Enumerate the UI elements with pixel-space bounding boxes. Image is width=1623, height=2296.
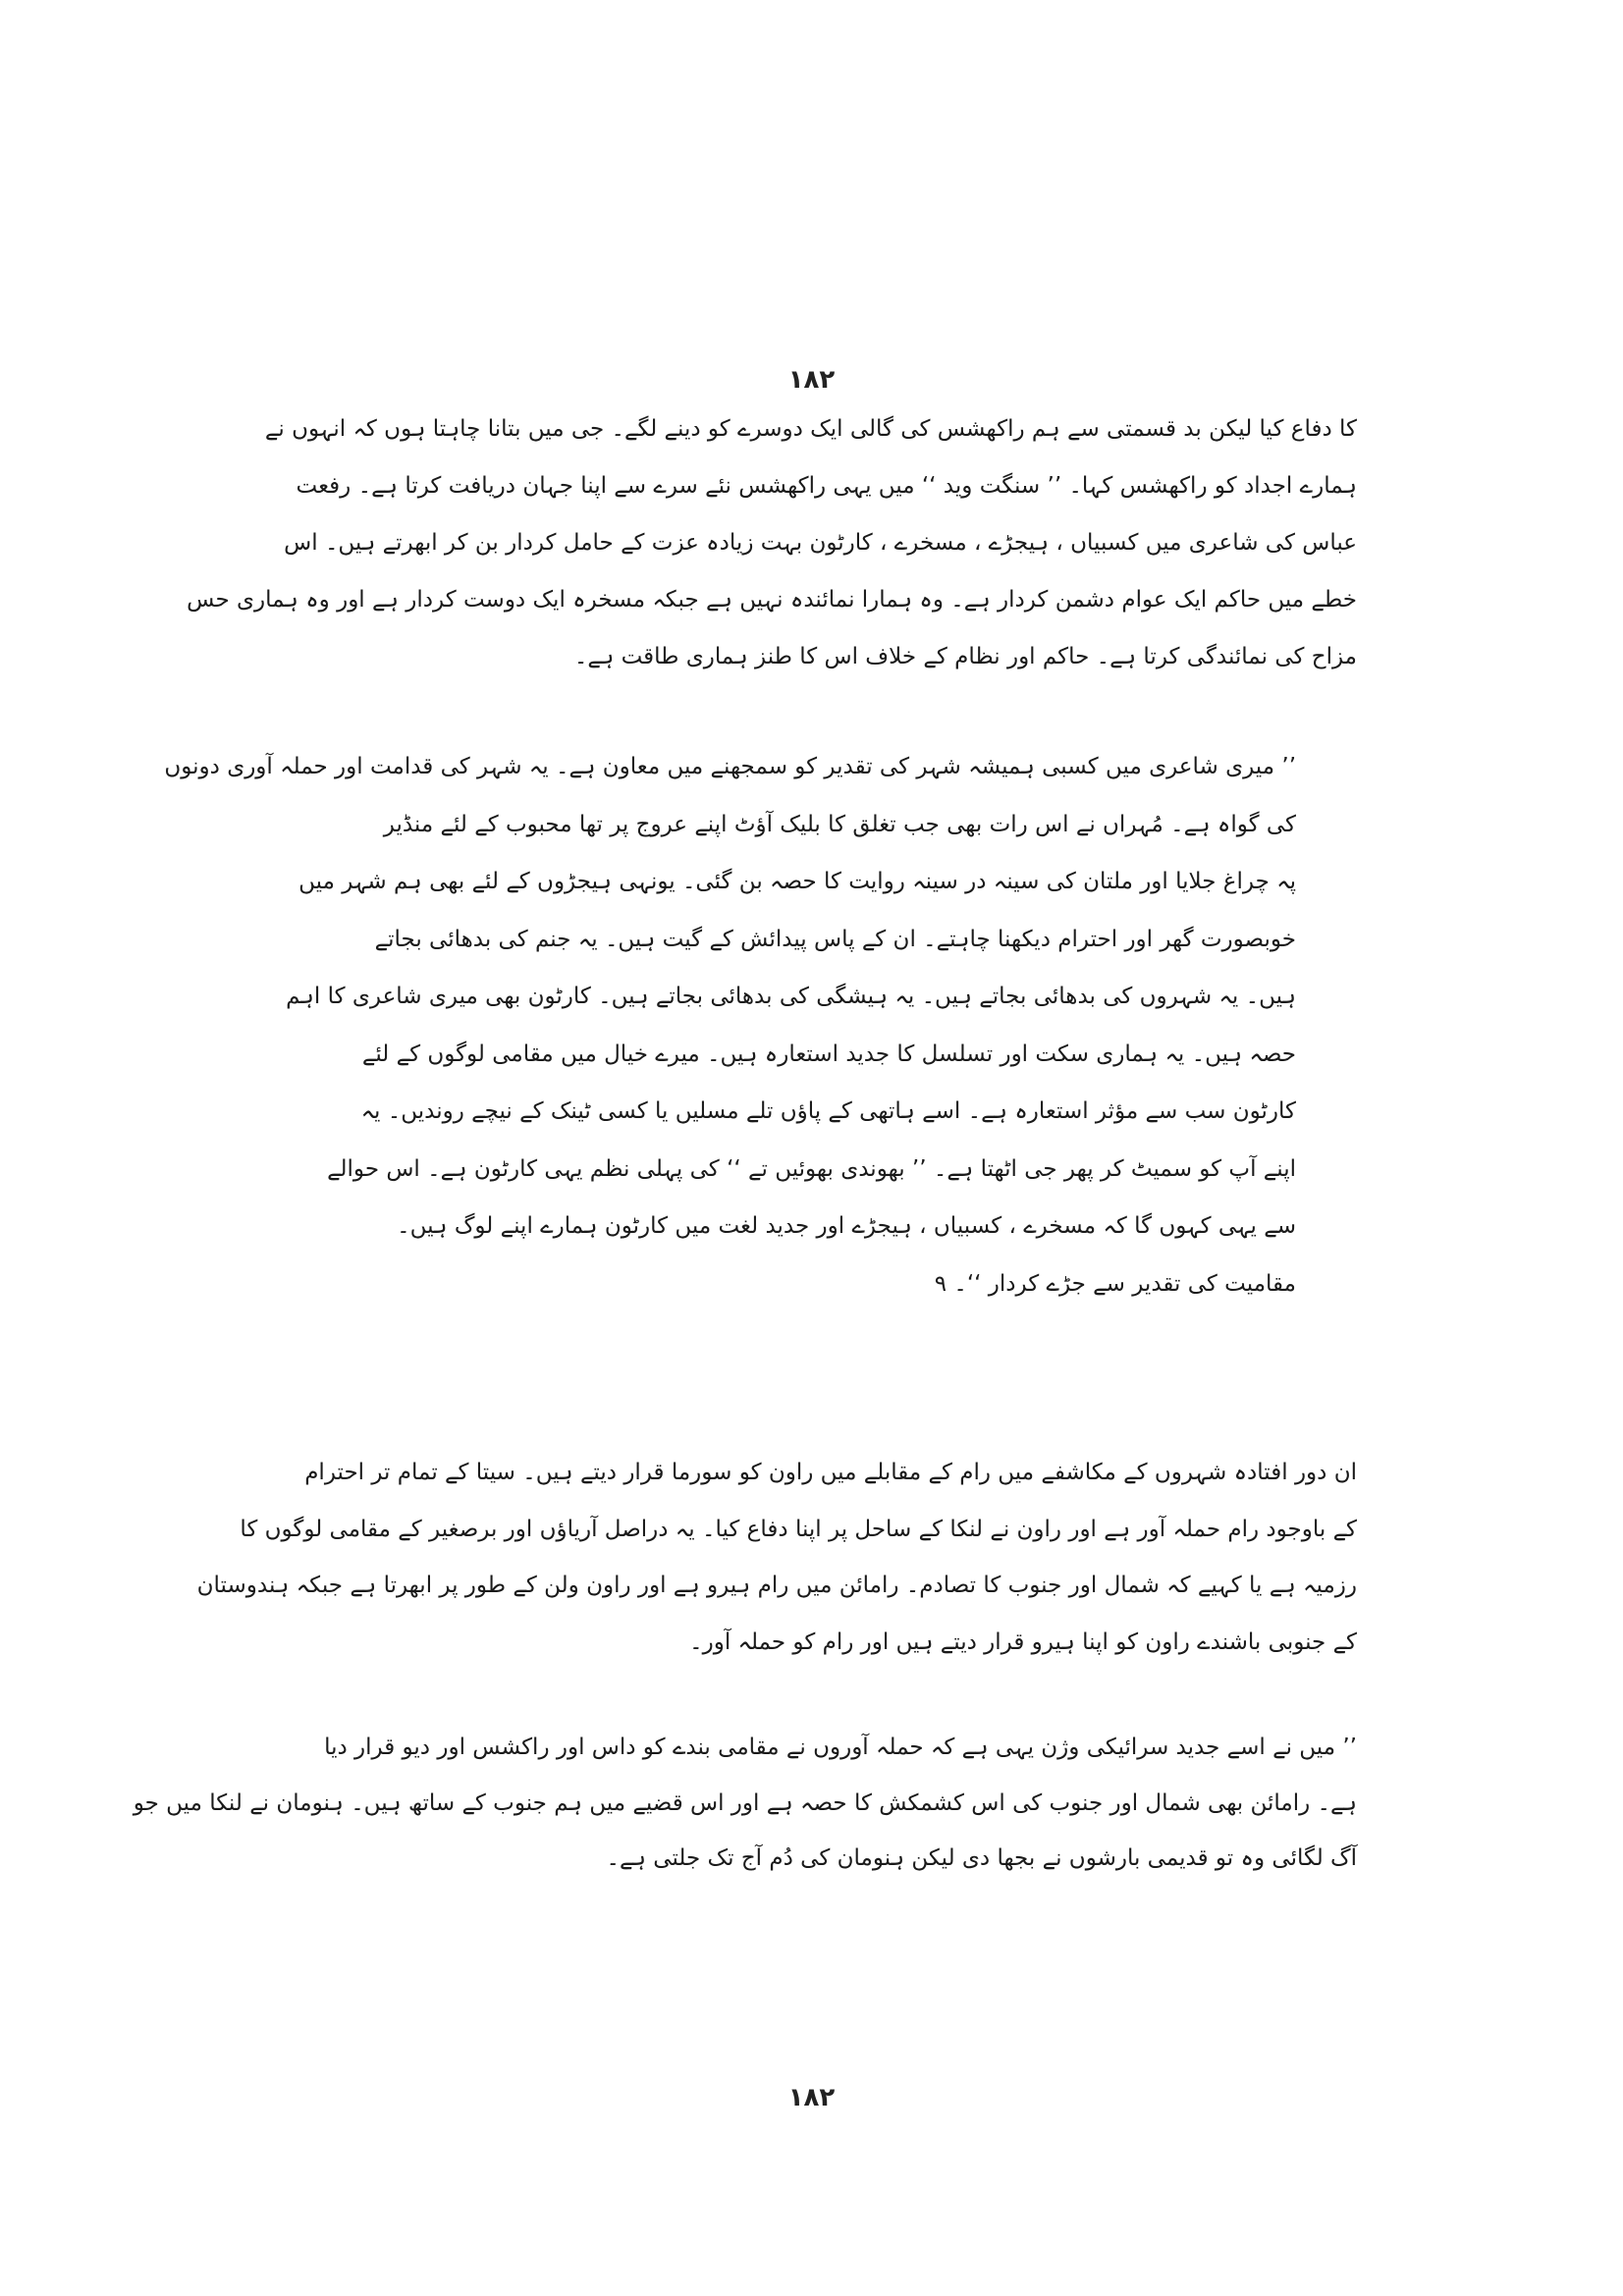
paragraph-line: رزمیہ ہے یا کہیے کہ شمال اور جنوب کا تصادم۔ رامائن میں رام ہیرو ہے اور راون ولن کے طور پر ابھرتا ہے جبکہ ہندوستان bbox=[196, 1573, 1357, 1598]
quote-line: آگ لگائی وہ تو قدیمی بارشوں نے بجھا دی لیکن ہنومان کی دُم آج تک جلتی ہے۔ bbox=[606, 1845, 1357, 1871]
quote-line: پہ چراغ جلایا اور ملتان کی سینہ در سینہ روایت کا حصہ بن گئی۔ یونہی ہیجڑوں کے لئے بھی ہم شہر میں bbox=[298, 869, 1296, 894]
paragraph-line: خطے میں حاکم ایک عوام دشمن کردار ہے۔ وہ ہمارا نمائندہ نہیں ہے جبکہ مسخرہ ایک دوست کردار ہے اور وہ ہماری حس bbox=[187, 587, 1357, 613]
quote-line: کارٹون سب سے مؤثر استعارہ ہے۔ اسے ہاتھی کے پاؤں تلے مسلیں یا کسی ٹینک کے نیچے روندیں۔ یہ bbox=[360, 1098, 1296, 1124]
paragraph-line: ان دور افتادہ شہروں کے مکاشفے میں رام کے مقابلے میں راون کو سورما قرار دیتے ہیں۔ سیتا کے تمام تر احترام bbox=[304, 1460, 1357, 1485]
block-quote-1 bbox=[164, 738, 1296, 1312]
paragraph-2 bbox=[196, 1445, 1357, 1671]
paragraph-line: کا دفاع کیا لیکن بد قسمتی سے ہم راکھشس کی گالی ایک دوسرے کو دینے لگے۔ جی میں بتانا چاہتا ہوں کہ انہوں نے bbox=[264, 416, 1357, 442]
quote-line: خوبصورت گھر اور احترام دیکھنا چاہتے۔ ان کے پاس پیدائش کے گیت ہیں۔ یہ جنم کی بدھائی بجاتے bbox=[374, 926, 1296, 952]
quote-line: ہیں۔ یہ شہروں کی بدھائی بجاتے ہیں۔ یہ ہیشگی کی بدھائی بجاتے ہیں۔ کارٹون بھی میری شاعری کا اہم bbox=[286, 984, 1296, 1009]
paragraph-line: کے جنوبی باشندے راون کو اپنا ہیرو قرار دیتے ہیں اور رام کو حملہ آور۔ bbox=[689, 1629, 1357, 1655]
quote-line: اپنے آپ کو سمیٹ کر پھر جی اٹھتا ہے۔ ’’ بھوندی بھوئیں تے ‘‘ کی پہلی نظم یہی کارٹون ہے۔ اس حوالے bbox=[327, 1155, 1296, 1182]
paragraph-line: عباس کی شاعری میں کسبیاں ، ہیجڑے ، مسخرے ، کارٹون بہت زیادہ عزت کے حامل کردار بن کر ابھرتے ہیں۔ اس bbox=[284, 530, 1357, 556]
quote-line: مقامیت کی تقدیر سے جڑے کردار ‘‘۔ ۹ bbox=[934, 1270, 1296, 1297]
paragraph-line: مزاح کی نمائندگی کرتا ہے۔ حاکم اور نظام کے خلاف اس کا طنز ہماری طاقت ہے۔ bbox=[573, 644, 1357, 669]
page-number-top: ۱۸۲ bbox=[787, 365, 836, 395]
paragraph-1 bbox=[187, 400, 1357, 685]
page-number-bottom: ۱۸۲ bbox=[787, 2083, 836, 2112]
block-quote-2 bbox=[133, 1720, 1357, 1887]
quote-line: ’’ میری شاعری میں کسبی ہمیشہ شہر کی تقدیر کو سمجھنے میں معاون ہے۔ یہ شہر کی قدامت اور حملہ آوری دونوں bbox=[164, 754, 1296, 779]
paragraph-line: ہمارے اجداد کو راکھشس کہا۔ ’’ سنگت وید ‘‘ میں یہی راکھشس نئے سرے سے اپنا جہان دریافت کرتا ہے۔ رفعت bbox=[296, 473, 1357, 499]
quote-line: حصہ ہیں۔ یہ ہماری سکت اور تسلسل کا جدید استعارہ ہیں۔ میرے خیال میں مقامی لوگوں کے لئے bbox=[361, 1041, 1296, 1067]
quote-line: ہے۔ رامائن بھی شمال اور جنوب کی اس کشمکش کا حصہ ہے اور اس قضیے میں ہم جنوب کے ساتھ ہیں۔ ہنومان نے لنکا میں جو bbox=[133, 1789, 1357, 1816]
quote-line: کی گواہ ہے۔ مُہراں نے اس رات بھی جب تغلق کا بلیک آؤٹ اپنے عروج پر تھا محبوب کے لئے منڈیر bbox=[383, 811, 1296, 837]
quote-line: سے یہی کہوں گا کہ مسخرے ، کسبیاں ، ہیجڑے اور جدید لغت میں کارٹون ہمارے اپنے لوگ ہیں۔ bbox=[397, 1213, 1296, 1239]
paragraph-line: کے باوجود رام حملہ آور ہے اور راون نے لنکا کے ساحل پر اپنا دفاع کیا۔ یہ دراصل آریاؤں اور برصغیر کے مقامی لوگوں کا bbox=[240, 1516, 1357, 1542]
quote-line: ’’ میں نے اسے جدید سرائیکی وژن یہی ہے کہ حملہ آوروں نے مقامی بندے کو داس اور راکشس اور دیو قرار دیا bbox=[324, 1735, 1357, 1760]
